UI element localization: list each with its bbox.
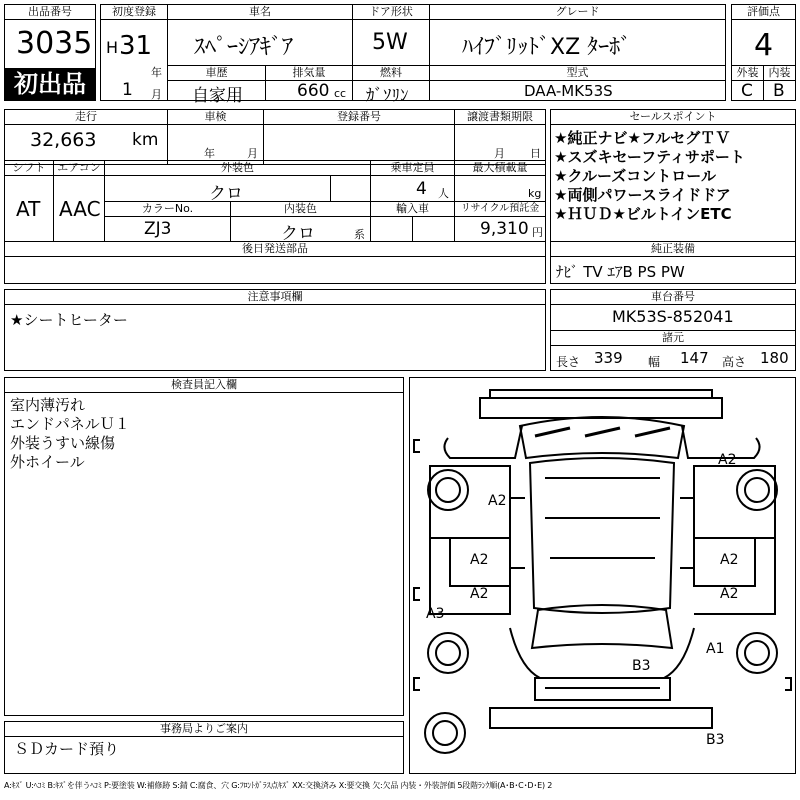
int-color-label: 内装色 [230,201,371,217]
car-diagram-svg [410,378,795,773]
model-value: DAA-MK53S [524,82,613,100]
inspection-label: 車検 [167,109,264,125]
office-value: ＳＤカード預り [14,740,120,758]
length-value: 339 [594,349,623,367]
load-label: 最大積載量 [454,160,546,176]
recycle-label: リサイクル預託金 [454,201,546,217]
roof-outline [530,458,674,613]
car-diagram [409,377,796,774]
capacity-label: 乗車定員 [370,160,455,176]
ext-grade: C [741,81,753,101]
int-color-unit: 系 [354,228,365,241]
color-no-label: カラーNo. [104,201,231,217]
history-value: 自家用 [192,86,243,106]
displacement-value: 660 [297,81,330,101]
fuel-label: 燃料 [352,65,430,81]
inspector-line: 外装うすい線傷 [10,434,116,452]
model-label: 型式 [429,65,726,81]
equipment-label: 純正装備 [550,241,796,257]
inspection-month-unit: 月 [247,147,258,160]
int-color-value: クロ [281,224,315,244]
damage-mark-rear-gate: B3 [632,658,651,674]
damage-mark-right-rear-door: A2 [720,586,739,602]
first-listing-badge: 初出品 [4,68,96,101]
notes-value: ★シートヒーター [10,311,128,329]
length-label: 長さ [556,355,581,369]
mileage-value: 32,663 [30,129,97,151]
damage-mark-rear-bumper: B3 [706,732,725,748]
score-value: 4 [754,28,774,63]
shift-label: シフト [4,160,54,176]
inspector-notes [4,392,404,716]
height-value: 180 [760,349,789,367]
equipment-value: ﾅﾋﾞ TV ｴｱB PS PW [556,263,685,281]
sales-point-item: ★純正ナビ★フルセグＴＶ [554,129,731,147]
capacity-value: 4 [416,179,427,199]
legend: A:ｷｽﾞ U:ﾍｺﾐ B:ｷｽﾞを伴うﾍｺﾐ P:要塗装 W:補修跡 S:錆 C:腐食、穴 G:ﾌﾛﾝﾄｶﾞﾗｽ点ｷｽﾞ XX:交換済み X:要交換 欠:欠品 内装・外装評価 5段階ﾗﾝｸ順(A･B･C･D･E) 2 [4,781,553,790]
sales-point-item: ★両側パワースライドドア [554,186,731,204]
year-num: 31 [119,31,153,61]
int-grade: B [773,81,785,101]
rear-left-wheel [428,633,468,673]
color-value: クロ [209,184,243,204]
year-unit: 年 [151,66,162,79]
damage-mark-right-rear: A1 [706,641,725,657]
front-bumper-outline [480,390,722,418]
inspector-line: エンドパネルＵ１ [10,415,130,433]
car-name-label: 車名 [167,4,353,20]
recycle-value: 9,310 [480,219,529,239]
mileage-unit: km [132,130,159,150]
width-value: 147 [680,349,709,367]
office-label: 事務局よりご案内 [4,721,404,737]
sales-point-item: ★ＨＵＤ★ビルトインETC [554,205,732,223]
recycle-unit: 円 [532,226,543,239]
dims-label: 諸元 [550,330,796,346]
damage-mark-left-front: A2 [488,493,507,509]
header-section [4,4,796,106]
ext-label: 外装 [731,65,764,81]
damage-mark-left-rear: A3 [426,606,445,622]
color-no-value: ZJ3 [144,219,172,239]
ac-label: エアコン [53,160,105,176]
notes-label: 注意事項欄 [4,289,546,305]
grade-label: グレード [429,4,726,20]
door-label: ドア形状 [352,4,430,20]
score-label: 評価点 [731,4,796,20]
load-unit: kg [528,187,542,200]
damage-mark-right-front: A2 [718,452,737,468]
rear-right-wheel [737,633,777,673]
sales-point-item: ★クルーズコントロール [554,167,716,185]
shift-value: AT [16,197,41,221]
inspector-line: 室内薄汚れ [10,396,86,414]
damage-mark-left-rear-door: A2 [470,586,489,602]
chassis-label: 車台番号 [550,289,796,305]
era: H [106,38,119,57]
sales-points-list [550,124,796,242]
reg-label: 登録番号 [263,109,455,125]
color-label: 外装色 [104,160,371,176]
inspector-label: 検査員記入欄 [4,377,404,393]
door-value: 5W [372,30,408,55]
transfer-label: 譲渡書類期限 [454,109,546,125]
damage-mark-left-front-door: A2 [470,552,489,568]
first-reg-label: 初度登録 [100,4,168,20]
spare-wheel [425,713,465,753]
lot-label: 出品番号 [4,4,96,20]
windshield-outline [520,417,684,458]
rear-bumper-outline [535,678,670,700]
front-left-wheel [428,470,468,510]
sales-points-label: セールスポイント [550,109,796,125]
capacity-unit: 人 [438,187,449,200]
width-label: 幅 [648,355,661,369]
ac-value: AAC [59,197,101,221]
transfer-month-unit: 月 [494,147,505,160]
car-name: ｽﾍﾟｰｼｱｷﾞｱ [194,35,294,60]
front-right-wheel [737,470,777,510]
displacement-label: 排気量 [265,65,353,81]
later-parts-label: 後日発送部品 [4,241,546,257]
transfer-day-unit: 日 [530,147,541,160]
int-label: 内装 [763,65,796,81]
import-label: 輸入車 [370,201,455,217]
damage-mark-right-front-door: A2 [720,552,739,568]
month-num: 1 [122,80,133,100]
specs-section [4,109,546,284]
displacement-unit: cc [334,87,347,100]
inspection-year-unit: 年 [204,147,215,160]
mileage-label: 走行 [4,109,168,125]
month-unit: 月 [151,88,162,101]
lot-number: 3035 [16,26,93,61]
height-label: 高さ [722,355,747,369]
grade-value: ﾊｲﾌﾞﾘｯﾄﾞXZ ﾀｰﾎﾞ [462,35,632,60]
sales-point-item: ★スズキセーフティサポート [554,148,745,166]
fuel-value: ｶﾞｿﾘﾝ [366,86,409,106]
history-label: 車歴 [167,65,266,81]
chassis-number: MK53S-852041 [612,307,734,326]
inspector-line: 外ホイール [10,453,85,471]
